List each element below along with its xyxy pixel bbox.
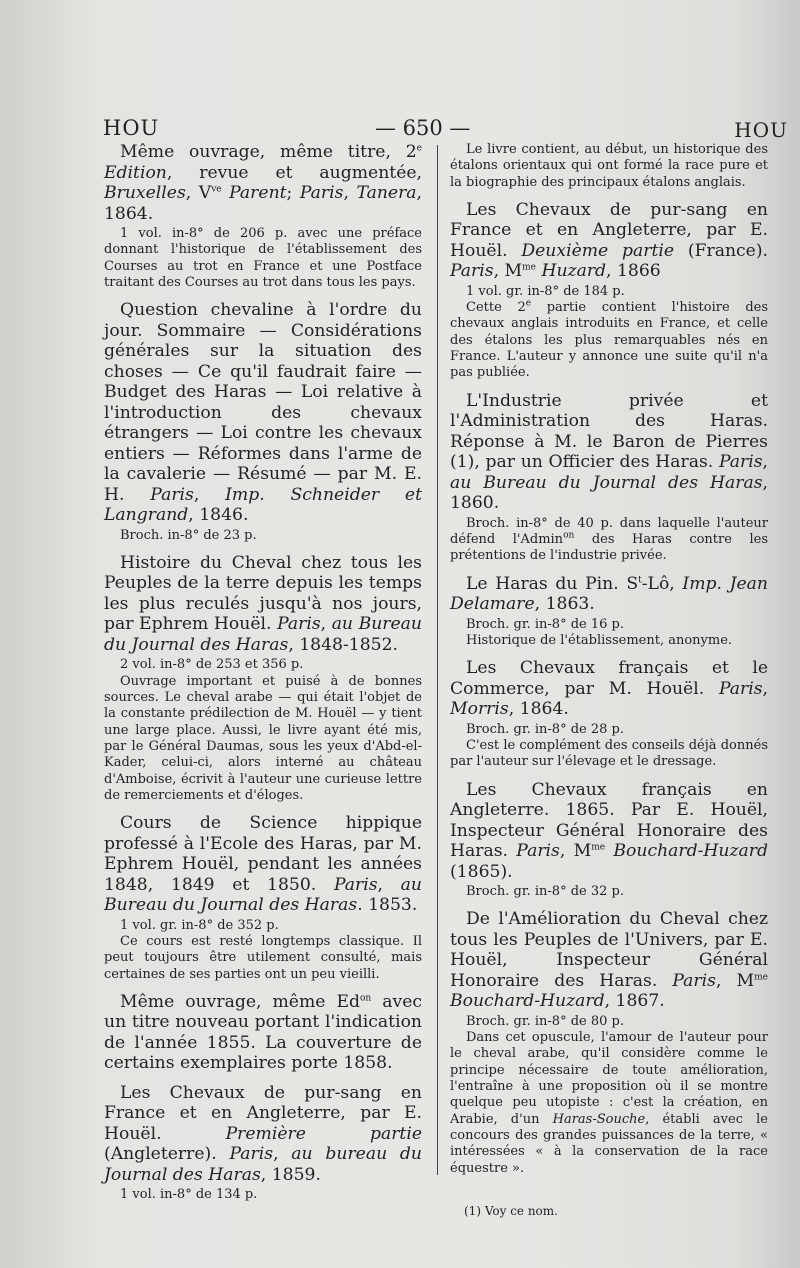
entry-title: Les Chevaux de pur-sang en France et en Angleterre, par E. Houël. Deuxième partie (France). Paris, $M^{me}$ Huzard, 1866 [450, 199, 768, 282]
entry-title: Le Haras du Pin. $S^t-Lô$, Imp. Jean Delamare, 1863. [450, 573, 768, 615]
entry-collation: Broch. in-8° de 40 p. dans laquelle l'auteur défend l'Admin$^{on}$ des Haras contre les prétentions de l'industrie privée. [450, 515, 768, 564]
entry-description: C'est le complément des conseils déjà donnés par l'auteur sur l'élevage et le dressage. [450, 737, 768, 770]
bibliography-entry [450, 142, 768, 191]
footnote: (1) Voy ce nom. [464, 1203, 558, 1218]
entry-collation: Broch. gr. in-8° de 80 p. [466, 1013, 624, 1029]
entry-collation: Broch. in-8° de 23 p. [120, 527, 257, 543]
entry-title: L'Industrie privée et l'Administration des Haras. Réponse à M. le Baron de Pierres (1), par un Officier des Haras. Paris, au Bureau du Journal des Haras, 1860. [450, 390, 768, 514]
entry-description: Cette 2e partie contient l'histoire des chevaux anglais introduits en France, et celle des étalons les plus remarquables nés en France. L'auteur y annonce une suite qu'il n'a pas publiée. [450, 298, 769, 381]
bibliography-entry [450, 658, 768, 770]
entry-collation: 1 vol. gr. in-8° de 352 p. [120, 917, 279, 933]
entry-title: Cours de Science hippique professé à l'Ecole des Haras, par M. Ephrem Houël, pendant les années 1848, 1849 et 1850. Paris, au Bureau du Journal des Haras. 1853. [104, 813, 422, 916]
left-column [104, 142, 422, 1213]
entry-title: Même ouvrage, même titre, 2e Edition, revue et augmentée, Bruxelles, $V^{ve}$ Parent; Paris, Tanera, 1864. [104, 142, 423, 224]
entry-description: Ce cours est resté longtemps classique. Il peut toujours être utilement consulté, mais certaines de ses parties ont un peu vieilli. [104, 933, 422, 982]
entry-collation: 2 vol. in-8° de 253 et 356 p. [120, 657, 304, 673]
page-number: — 650 — [375, 116, 471, 140]
entry-collation: Broch. gr. in-8° de 28 p. [466, 721, 624, 737]
bibliography-entry [104, 1083, 422, 1204]
entry-collation: 1 vol. in-8° de 134 p. [120, 1187, 258, 1203]
entry-title: Même ouvrage, même $Ed^{on}$ avec un titre nouveau portant l'indication de l'année 1855. La couverture de certains exemplaires porte 1858. [104, 991, 422, 1074]
entry-collation: 1 vol. in-8° de 206 p. avec une préface donnant l'historique de l'établissement des Courses au trot en France et une Postface traitant des Courses au trot dans tous les pays. [104, 226, 422, 290]
entry-description: Historique de l'établissement, anonyme. [466, 632, 733, 648]
entry-collation: 1 vol. gr. in-8° de 184 p. [466, 283, 625, 299]
bibliography-entry [104, 992, 422, 1074]
entry-title: Question chevaline à l'ordre du jour. Sommaire — Considérations générales sur la situation des choses — Ce qu'il faudrait faire — Budget des Haras — Loi relative à l'introduction des chevaux étrangers — Loi contre les chevaux entiers — Réformes dans l'arme de la cavalerie — Résumé — par M. E. H. Paris, Imp. Schneider et Langrand, 1846. [104, 300, 422, 526]
bibliography-entry [450, 200, 768, 382]
entry-title: Les Chevaux de pur-sang en France et en Angleterre, par E. Houël. Première partie (Angleterre). Paris, au bureau du Journal des Haras, 1859. [104, 1082, 422, 1185]
entry-title: Les Chevaux français en Angleterre. 1865. Par E. Houël, Inspecteur Général Honoraire des Haras. Paris, $M^{me}$ Bouchard-Huzard (1865). [450, 779, 768, 882]
entry-title: Histoire du Cheval chez tous les Peuples de la terre depuis les temps les plus reculés jusqu'à nos jours, par Ephrem Houël. Paris, au Bureau du Journal des Haras, 1848-1852. [104, 552, 422, 655]
entry-collation: Broch. gr. in-8° de 16 p. [466, 616, 624, 632]
running-head-right: HOU [734, 118, 788, 142]
entry-description: Dans cet opuscule, l'amour de l'auteur pour le cheval arabe, qu'il considère comme le principe nécessaire de toute amélioration, l'entraîne à une proposition où il se montre quelque peu utopiste : c'est la création, en Arabie, d'un Haras-Souche, établi avec le concours des grandes puissances de la terre, « intéressées « à la conservation de la race équestre ». [450, 1030, 768, 1176]
bibliography-entry [104, 300, 422, 544]
bibliography-entry [450, 574, 768, 650]
bibliography-entry [104, 553, 422, 804]
right-column-entries [450, 142, 768, 1177]
bibliography-entry [450, 909, 768, 1176]
bibliography-entry [450, 391, 768, 565]
right-column [450, 142, 768, 1219]
entry-title: De l'Amélioration du Cheval chez tous les Peuples de l'Univers, par E. Houël, Inspecteur Général Honoraire des Haras. Paris, $M^{me}$ Bouchard-Huzard, 1867. [450, 909, 769, 1012]
bibliography-entry [104, 142, 422, 291]
bibliography-entry [450, 780, 768, 901]
entry-title: Les Chevaux français et le Commerce, par M. Houël. Paris, Morris, 1864. [450, 658, 768, 720]
entry-description: Ouvrage important et puisé à de bonnes sources. Le cheval arabe — qui était l'objet de la constante prédilection de M. Houël — y tient une large place. Aussi, le livre ayant été mis, par le Général Daumas, sous les yeux d'Abd-el-Kader, celui-ci, alors interné au château d'Amboise, écrivit à l'auteur une curieuse lettre de remerciements et d'éloges. [104, 673, 422, 803]
entry-collation: Broch. gr. in-8° de 32 p. [466, 884, 624, 900]
column-divider [437, 145, 438, 1175]
entry-description: Le livre contient, au début, un historique des étalons orientaux qui ont formé la race pure et la biographie des principaux étalons anglais. [450, 142, 768, 190]
running-head-left: HOU [103, 116, 160, 140]
bibliography-entry [104, 813, 422, 983]
